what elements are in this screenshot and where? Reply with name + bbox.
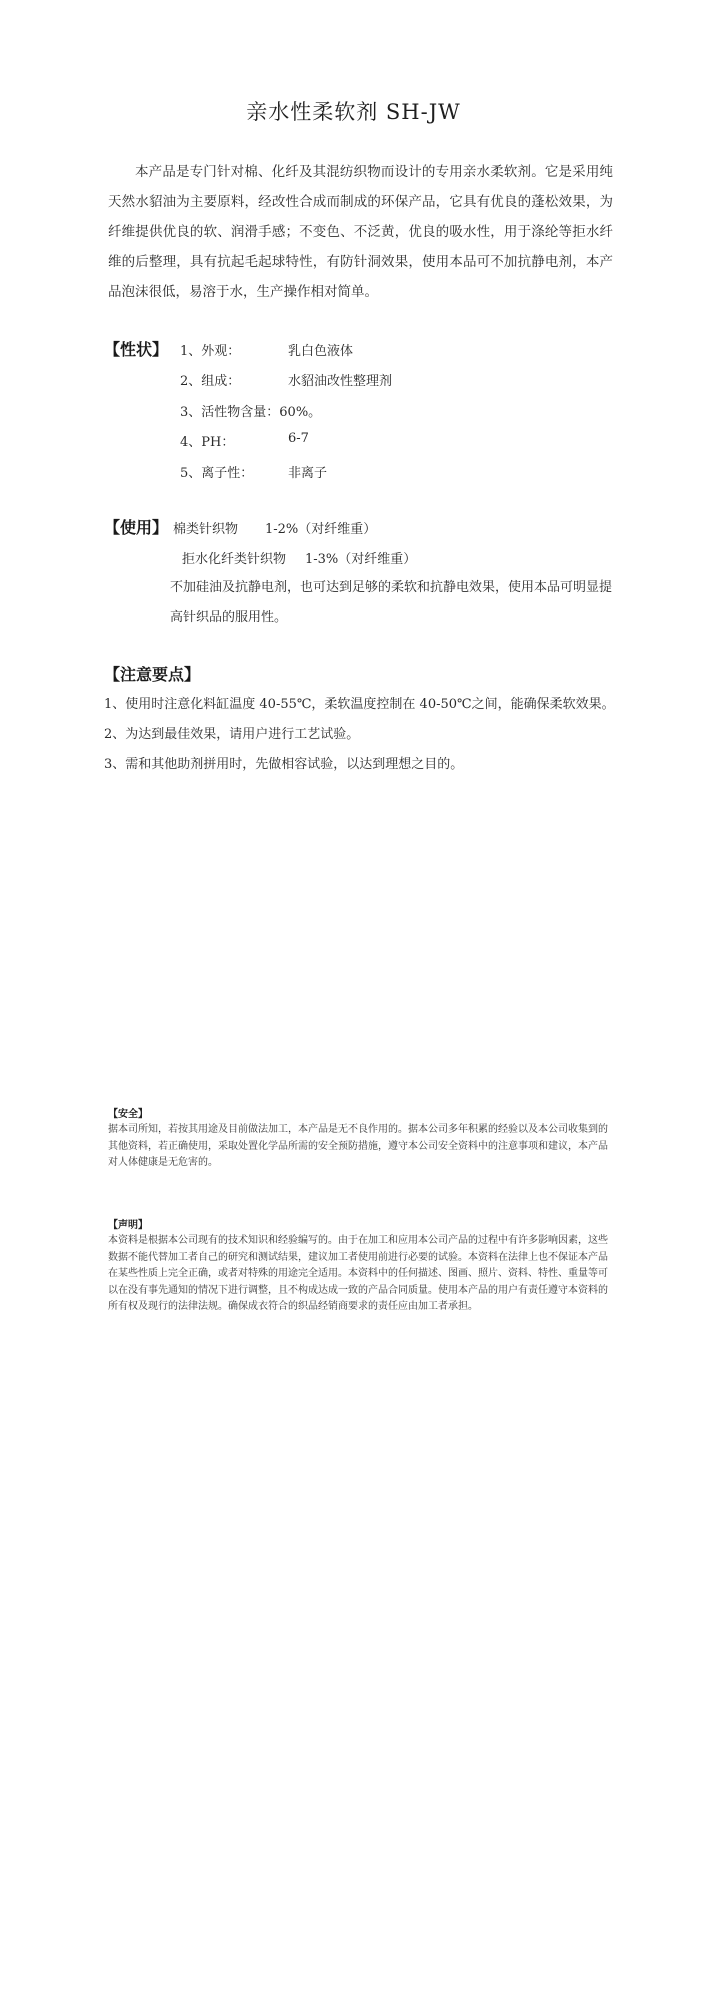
property-value: 非离子 (288, 466, 328, 481)
property-label: 1、外观： (180, 344, 241, 359)
page-title: 亲水性柔软剂 SH-JW (246, 100, 461, 124)
usage-label: 棉类针织物 (173, 522, 239, 537)
property-value: 6-7 (288, 431, 309, 446)
notes-heading: 【注意要点】 (104, 665, 201, 684)
safety-text: 据本司所知，若按其用途及目前做法加工，本产品是无不良作用的。据本公司多年积累的经验以及本公司收集到的其他资料，若正确使用，采取处置化学品所需的安全预防措施，遵守本公司安全资料中的注意事项和建议，本产品对人体健康是无危害的。 (108, 1124, 608, 1168)
list-item: 1、使用时注意化料缸温度 40-55℃，柔软温度控制在 40-50℃之间，能确保柔软效果。 (104, 697, 615, 712)
safety-heading: 【安全】 (108, 1109, 148, 1120)
property-label: 2、组成： (180, 374, 241, 389)
notes-list (104, 690, 616, 780)
usage-row-cotton (173, 518, 377, 537)
property-row-appearance (180, 340, 354, 359)
usage-value: 1-2%（对纤维重） (265, 522, 377, 537)
properties-heading: 【性状】 (104, 340, 169, 359)
intro-paragraph (108, 157, 613, 307)
usage-note: 不加硅油及抗静电剂，也可达到足够的柔软和抗静电效果，使用本品可明显提高针织品的服用性。 (170, 580, 613, 625)
statement-text: 本资料是根据本公司现有的技术知识和经验编写的。由于在加工和应用本公司产品的过程中有许多影响因素，这些数据不能代替加工者自己的研究和测试结果，建议加工者使用前进行必要的试验。本资料在法律上也不保证本产品在某些性质上完全正确，或者对特殊的用途完全适用。本资料中的任何描述、图画、照片、资料、特性、重量等可以在没有事先通知的情况下进行调整，且不构成达成一致的产品合同质量。使用本产品的用户有责任遵守本资料的所有权及现行的法律法规。确保成衣符合的织品经销商要求的责任应由加工者承担。 (108, 1235, 608, 1312)
usage-row-synthetic (182, 548, 417, 567)
property-value: 水貂油改性整理剂 (288, 374, 393, 389)
property-row-ionic (180, 462, 328, 481)
intro-text: 本产品是专门针对棉、化纤及其混纺织物而设计的专用亲水柔软剂。它是采用纯天然水貂油为主要原料，经改性合成而制成的环保产品，它具有优良的蓬松效果，为纤维提供优良的软、润滑手感；不变色、不泛黄，优良的吸水性，用于涤纶等拒水纤维的后整理，具有抗起毛起球特性，有防针洞效果，使用本品可不加抗静电剂，本产品泡沫很低，易溶于水，生产操作相对简单。 (108, 164, 613, 300)
usage-label: 拒水化纤类针织物 (182, 552, 287, 567)
property-row-composition (180, 370, 393, 389)
property-row-ph (180, 431, 309, 450)
property-label: 5、离子性： (180, 466, 254, 481)
property-row-active-content (180, 401, 321, 420)
usage-heading: 【使用】 (104, 518, 169, 537)
list-item: 2、为达到最佳效果，请用户进行工艺试验。 (104, 727, 360, 742)
usage-value: 1-3%（对纤维重） (305, 552, 417, 567)
property-label: 3、活性物含量：60%。 (180, 405, 322, 420)
property-label: 4、PH： (180, 435, 235, 450)
list-item: 3、需和其他助剂拼用时，先做相容试验，以达到理想之目的。 (104, 757, 464, 772)
statement-heading: 【声明】 (108, 1220, 148, 1231)
property-value: 乳白色液体 (288, 344, 354, 359)
